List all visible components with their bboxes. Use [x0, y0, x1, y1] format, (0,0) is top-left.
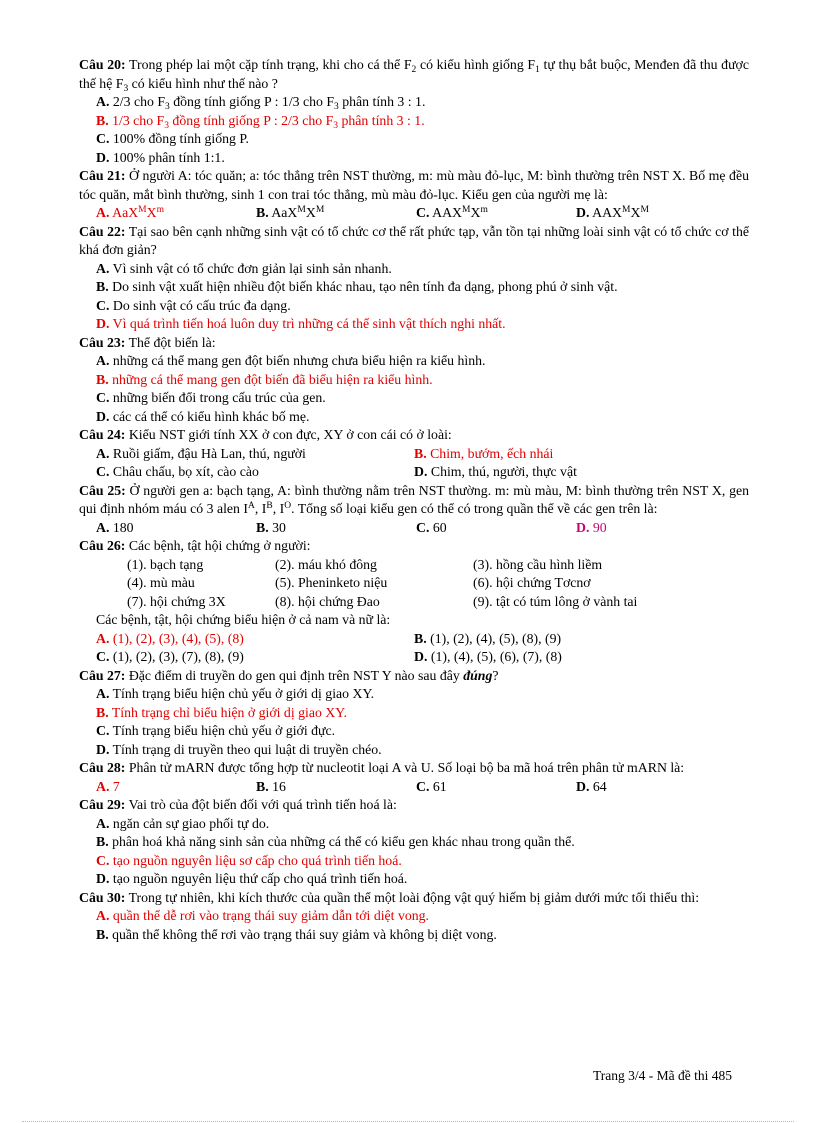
option-letter: A.: [96, 630, 110, 646]
stem-text: , I: [272, 501, 285, 516]
options-row: [79, 519, 749, 538]
option-letter: D.: [576, 519, 590, 535]
question-number: Câu 28:: [79, 760, 126, 775]
subscript: 3: [165, 102, 170, 112]
option-text: Tính trạng biểu hiện chủ yếu ở giới đực.: [109, 723, 336, 738]
option-text: phân tính 3 : 1.: [338, 112, 425, 128]
option-d[interactable]: [79, 408, 749, 427]
question-number: Câu 30:: [79, 889, 126, 905]
list-item: (7). hội chứng 3X: [127, 593, 226, 609]
exam-page: [79, 56, 749, 944]
option-text: 1/3 cho F: [108, 112, 165, 128]
option-text: 16: [268, 778, 286, 794]
option-letter: D.: [414, 649, 428, 664]
option-text: AAX: [429, 205, 463, 220]
list-item: (6). hội chứng Tơcnơ: [473, 575, 591, 590]
question-28: [79, 759, 749, 796]
stem-text: Tại sao bên cạnh những sinh vật có tổ chức cơ thể rất phức tạp, vẫn tồn tại những loài sinh vật có tổ chức cơ thể khá đơn giản?: [79, 223, 749, 257]
option-text: (1), (2), (4), (5), (8), (9): [426, 630, 562, 646]
option-text: phân tính 3 : 1.: [338, 94, 426, 109]
superscript: A: [247, 501, 255, 511]
question-22-stem: [79, 223, 749, 260]
stem-text: tự thụ bắt buộc, Menđen đã thu được thế hệ F: [79, 57, 749, 91]
options-row: [79, 648, 749, 667]
superscript: M: [640, 205, 649, 215]
options-row: [79, 204, 749, 223]
option-letter: B.: [96, 926, 109, 942]
option-text: (1), (2), (3), (4), (5), (8): [109, 630, 244, 646]
option-b[interactable]: [79, 371, 749, 390]
option-letter: B.: [414, 630, 427, 646]
option-text: Do sinh vật xuất hiện nhiều đột biến khác nhau, tạo nên tính đa dạng, phong phú ở sinh vật.: [108, 279, 618, 294]
subscript: 2: [411, 65, 417, 75]
option-a[interactable]: [96, 445, 414, 464]
stem-text: Trong tự nhiên, khi kích thước của quần thể một loài động vật quý hiếm bị giảm dưới mức tối thiểu thì:: [125, 889, 700, 905]
option-text: X: [470, 205, 481, 220]
option-letter: A.: [96, 94, 110, 109]
option-letter: B.: [256, 778, 269, 794]
subscript: 3: [334, 102, 339, 112]
question-21: [79, 167, 749, 223]
option-b[interactable]: [256, 778, 416, 797]
option-b[interactable]: [256, 204, 416, 223]
option-text: những cá thể mang gen đột biến đã biểu hiện ra kiểu hình.: [108, 371, 433, 387]
question-27: [79, 667, 749, 760]
question-26: [79, 537, 749, 667]
option-c[interactable]: [79, 130, 749, 149]
question-number: Câu 26:: [79, 538, 126, 553]
option-text: Vì quá trình tiến hoá luôn duy trì những cá thể sinh vật thích nghi nhất.: [109, 316, 506, 331]
option-letter: B.: [96, 112, 109, 128]
option-letter: B.: [256, 205, 269, 220]
option-letter: C.: [96, 131, 110, 146]
stem-text: Vai trò của đột biến đối với quá trình tiến hoá là:: [125, 797, 397, 812]
option-c[interactable]: [96, 463, 414, 482]
option-text: Vì sinh vật có tổ chức đơn giản lại sinh sản nhanh.: [109, 260, 392, 276]
option-letter: A.: [96, 778, 110, 794]
option-text: AAX: [589, 205, 623, 220]
stem-text: Trong phép lai một cặp tính trạng, khi cho cá thể F: [125, 57, 412, 72]
option-text: phân hoá khả năng sinh sản của những cá thể có kiểu gen khác nhau trong quần thể.: [108, 834, 575, 849]
option-text: (1), (4), (5), (6), (7), (8): [427, 649, 562, 664]
option-text: 100% đồng tính giống P.: [109, 131, 249, 146]
question-23: [79, 334, 749, 427]
options-row: [79, 778, 749, 797]
option-letter: B.: [96, 279, 109, 294]
option-text: các cá thể có kiểu hình khác bố mẹ.: [109, 408, 310, 424]
stem-text: . Tổng số loại kiểu gen có thể có trong quần thể về các gen trên là:: [291, 501, 658, 516]
option-letter: D.: [414, 464, 428, 479]
option-c[interactable]: [79, 389, 749, 408]
question-29-stem: [79, 796, 749, 815]
option-a[interactable]: [79, 93, 749, 112]
option-text: Chim, bướm, ếch nhái: [426, 445, 554, 461]
option-text: 61: [429, 778, 447, 794]
question-number: Câu 27:: [79, 667, 126, 683]
option-b[interactable]: [414, 445, 732, 464]
option-letter: A.: [96, 908, 110, 923]
option-letter: B.: [256, 519, 269, 535]
option-d[interactable]: [79, 870, 749, 889]
option-text: quần thể không thể rơi vào trạng thái suy giảm và không bị diệt vong.: [108, 926, 497, 942]
option-c[interactable]: [79, 852, 749, 871]
option-letter: C.: [96, 297, 110, 313]
question-25-stem: [79, 482, 749, 519]
option-letter: D.: [576, 205, 590, 220]
option-a[interactable]: [96, 519, 256, 538]
option-c[interactable]: [79, 722, 749, 741]
option-d[interactable]: [414, 463, 732, 482]
subscript: 3: [123, 83, 129, 94]
options-row: [79, 463, 749, 482]
option-text: X: [630, 205, 641, 220]
question-30: [79, 889, 749, 945]
question-number: Câu 25:: [79, 482, 126, 498]
option-a[interactable]: [79, 352, 749, 371]
option-text: 60: [429, 519, 447, 535]
option-b[interactable]: [79, 833, 749, 852]
option-text: Châu chấu, bọ xít, cào cào: [109, 464, 259, 479]
superscript: B: [266, 501, 273, 511]
stem-text: Ở người A: tóc quăn; a: tóc thẳng trên NST thường, m: mù màu đỏ-lục, M: bình thường trên NST X. Bố mẹ đều tóc quăn, mắt bình thường, sinh 1 con trai tóc thẳng, mù màu đỏ-lục. Kiểu gen của người mẹ là:: [79, 168, 749, 202]
option-d[interactable]: [79, 149, 749, 168]
superscript: M: [622, 205, 631, 215]
option-text: Do sinh vật có cấu trúc đa dạng.: [109, 297, 291, 313]
option-text: 2/3 cho F: [109, 94, 165, 109]
option-letter: A.: [96, 353, 110, 368]
option-text: quần thể dễ rơi vào trạng thái suy giảm dẫn tới diệt vong.: [109, 908, 430, 923]
option-text: những biến đổi trong cấu trúc của gen.: [109, 390, 326, 405]
option-b[interactable]: [79, 704, 749, 723]
option-a[interactable]: [79, 685, 749, 704]
question-number: Câu 21:: [79, 168, 126, 183]
option-d[interactable]: [79, 315, 749, 334]
option-text: AaX: [268, 205, 298, 220]
option-text: AaX: [109, 205, 139, 220]
condition-list: [79, 556, 749, 612]
option-c[interactable]: [96, 648, 414, 667]
option-text: 30: [268, 519, 286, 535]
option-letter: A.: [96, 260, 110, 276]
option-a[interactable]: [79, 907, 749, 926]
list-item: (4). mù màu: [127, 575, 195, 590]
option-text: đồng tính giống P : 2/3 cho F: [168, 112, 334, 128]
subscript: 1: [535, 65, 540, 75]
option-b[interactable]: [79, 926, 749, 945]
superscript: M: [315, 205, 325, 215]
option-letter: D.: [96, 316, 110, 331]
subscript: 3: [333, 120, 339, 131]
page-footer: Trang 3/4 - Mã đề thi 485: [593, 1068, 732, 1083]
emphasis-text: đúng: [463, 667, 493, 683]
option-text: Tính trạng chỉ biểu hiện ở giới dị giao XY.: [108, 704, 347, 720]
stem-text: Các bệnh, tật hội chứng ở người:: [125, 538, 311, 553]
question-number: Câu 22:: [79, 223, 126, 239]
option-b[interactable]: [79, 278, 749, 297]
question-30-stem: [79, 889, 749, 908]
superscript: O: [284, 501, 292, 511]
option-letter: C.: [96, 649, 110, 664]
option-letter: C.: [96, 390, 110, 405]
stem-text: có kiểu hình giống F: [416, 57, 536, 72]
option-text: X: [146, 205, 157, 220]
option-text: tạo nguồn nguyên liệu sơ cấp cho quá trình tiến hoá.: [109, 852, 402, 868]
option-text: những cá thể mang gen đột biến nhưng chưa biểu hiện ra kiểu hình.: [109, 353, 486, 368]
list-item: (2). máu khó đông: [275, 556, 377, 572]
superscript: m: [480, 205, 488, 215]
option-b[interactable]: [256, 519, 416, 538]
question-number: Câu 20:: [79, 57, 126, 72]
question-24-stem: [79, 426, 749, 445]
question-29: [79, 796, 749, 889]
list-item: (9). tật có túm lông ở vành tai: [473, 593, 638, 609]
stem-text: Phân tử mARN được tổng hợp từ nucleotit loại A và U. Số loại bộ ba mã hoá trên phân tử mARN là:: [125, 760, 685, 775]
option-c[interactable]: [416, 519, 576, 538]
option-text: 7: [109, 778, 120, 794]
option-b[interactable]: [414, 630, 732, 649]
option-letter: C.: [96, 852, 110, 868]
page-divider: [22, 1121, 794, 1122]
option-text: tạo nguồn nguyên liệu thứ cấp cho quá trình tiến hoá.: [109, 871, 408, 886]
superscript: M: [138, 205, 147, 215]
option-text: Tính trạng di truyền theo qui luật di truyền chéo.: [109, 741, 382, 757]
option-d[interactable]: [79, 741, 749, 760]
option-letter: C.: [416, 778, 430, 794]
option-letter: D.: [96, 871, 110, 886]
stem-text: ?: [492, 667, 499, 683]
question-21-stem: [79, 167, 749, 204]
option-text: ngăn cản sự giao phối tự do.: [109, 815, 270, 831]
option-a[interactable]: [96, 204, 256, 223]
option-d[interactable]: [576, 778, 736, 797]
option-text: Tính trạng biểu hiện chủ yếu ở giới dị giao XY.: [109, 686, 375, 701]
option-letter: A.: [96, 445, 110, 461]
list-item: (8). hội chứng Đao: [275, 593, 380, 609]
question-23-stem: [79, 334, 749, 353]
option-letter: C.: [416, 519, 430, 535]
option-d[interactable]: [414, 648, 732, 667]
option-text: 100% phân tính 1:1.: [109, 149, 225, 165]
question-27-stem: [79, 667, 749, 686]
option-text: (1), (2), (3), (7), (8), (9): [109, 649, 244, 664]
stem-text: Ở người gen a: bạch tạng, A: bình thường nằm trên NST thường. m: mù màu, M: bình thường trên NST X, gen qui định nhóm máu có 3 alen I: [79, 482, 749, 516]
stem-text: , I: [254, 501, 267, 516]
option-text: Ruồi giấm, đậu Hà Lan, thú, người: [109, 445, 306, 461]
option-a[interactable]: [79, 260, 749, 279]
list-item: (5). Pheninketo niệu: [275, 575, 388, 590]
question-28-stem: [79, 759, 749, 778]
option-text: 180: [109, 519, 134, 535]
option-text: 90: [589, 519, 607, 535]
option-letter: D.: [96, 741, 110, 757]
stem-text: Đặc điểm di truyền do gen qui định trên NST Y nào sau đây: [125, 667, 464, 683]
superscript: M: [297, 205, 306, 215]
question-20-stem: [79, 56, 749, 93]
option-letter: A.: [96, 686, 110, 701]
option-a[interactable]: [79, 815, 749, 834]
question-number: Câu 23:: [79, 334, 126, 350]
question-26-stem: [79, 537, 749, 556]
option-text: X: [305, 205, 316, 220]
option-text: 64: [589, 778, 607, 794]
option-c[interactable]: [416, 204, 576, 223]
option-a[interactable]: [96, 630, 414, 649]
options-row: [79, 445, 749, 464]
superscript: M: [462, 205, 471, 215]
subscript: 3: [164, 120, 169, 131]
stem-text: Kiểu NST giới tính XX ở con đực, XY ở con cái có ở loài:: [125, 427, 452, 442]
option-d[interactable]: [576, 519, 736, 538]
option-text: Chim, thú, người, thực vật: [427, 464, 577, 479]
question-22: [79, 223, 749, 334]
option-letter: B.: [96, 371, 109, 387]
question-24: [79, 426, 749, 482]
option-letter: D.: [96, 149, 110, 165]
option-a[interactable]: [96, 778, 256, 797]
option-letter: C.: [416, 205, 430, 220]
option-letter: D.: [96, 408, 110, 424]
option-text: đồng tính giống P : 1/3 cho F: [169, 94, 335, 109]
option-letter: D.: [576, 778, 590, 794]
option-letter: A.: [96, 205, 110, 220]
option-c[interactable]: [79, 297, 749, 316]
option-letter: C.: [96, 464, 110, 479]
options-row: [79, 630, 749, 649]
question-number: Câu 24:: [79, 427, 126, 442]
question-20: [79, 56, 749, 167]
list-item: (3). hồng cầu hình liềm: [473, 556, 603, 572]
question-number: Câu 29:: [79, 797, 126, 812]
option-letter: A.: [96, 519, 110, 535]
option-letter: B.: [414, 445, 427, 461]
stem-text: Thể đột biến là:: [125, 334, 216, 350]
question-25: [79, 482, 749, 538]
option-letter: B.: [96, 834, 109, 849]
option-letter: B.: [96, 704, 109, 720]
superscript: m: [156, 205, 164, 215]
question-26-lead: Các bệnh, tật, hội chứng biểu hiện ở cả nam và nữ là:: [96, 612, 391, 627]
stem-text: có kiểu hình như thế nào ?: [128, 75, 278, 91]
option-c[interactable]: [416, 778, 576, 797]
option-letter: C.: [96, 723, 110, 738]
option-letter: A.: [96, 815, 110, 831]
option-d[interactable]: [576, 204, 736, 223]
list-item: (1). bạch tạng: [127, 556, 204, 572]
option-b[interactable]: [79, 112, 749, 131]
